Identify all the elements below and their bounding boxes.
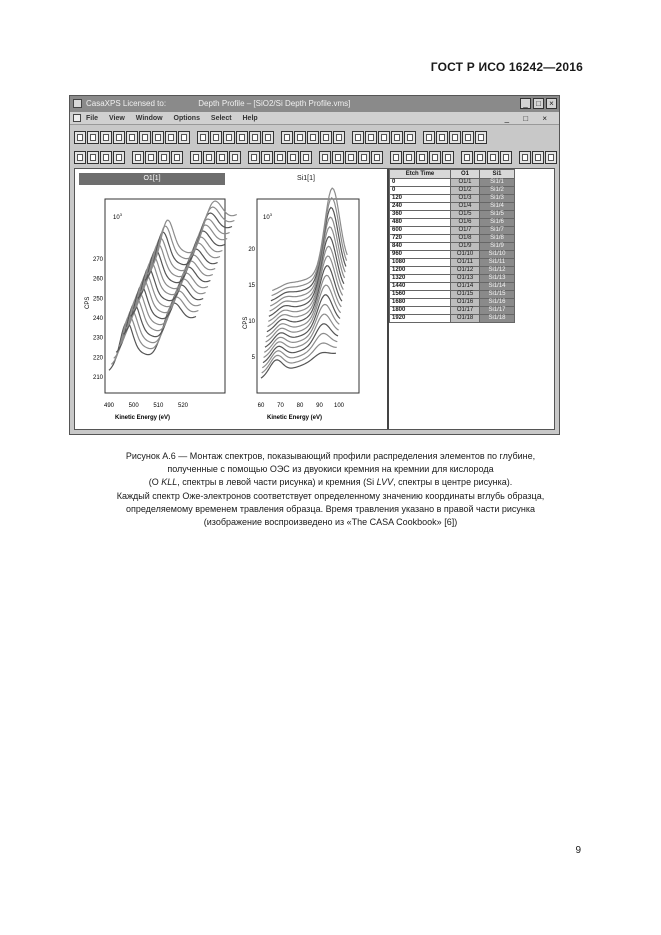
toolbar-tool-button-icon[interactable] <box>320 131 332 144</box>
o1-cell: O1/15 <box>451 291 480 299</box>
etch-time-cell: 1080 <box>390 259 451 267</box>
menu-file[interactable]: File <box>86 115 99 122</box>
si1-x-tick-label: 80 <box>296 403 304 409</box>
processing-tool-button-icon[interactable] <box>403 151 415 164</box>
o1-panel-title[interactable]: O1[1] <box>79 173 225 185</box>
menu-options[interactable]: Options <box>173 115 200 122</box>
etch-time-cell: 1440 <box>390 283 451 291</box>
o1-y-tick-label: 220 <box>92 355 103 362</box>
caption-line-6: (изображение воспроизведено из «The CASA Cookbook» [6]) <box>203 517 458 528</box>
toolbar-tool-button-icon[interactable] <box>100 131 112 144</box>
si1-y-tick-label: 10 <box>248 319 255 325</box>
toolbar-tool-button-icon[interactable] <box>113 131 125 144</box>
etch-time-cell: 840 <box>390 243 451 251</box>
table-row[interactable] <box>390 315 515 323</box>
table-row[interactable] <box>390 267 515 275</box>
o1-cell: O1/3 <box>451 195 480 203</box>
toolbar-tool-button-icon[interactable] <box>126 131 138 144</box>
si1-y-tick-label: 20 <box>248 247 255 253</box>
processing-tool-button-icon[interactable] <box>203 151 215 164</box>
si1-cell: Si1/17 <box>480 307 515 315</box>
processing-tool-button-icon[interactable] <box>171 151 183 164</box>
o1-y-tick-label: 260 <box>92 276 103 283</box>
o1-cell: O1/18 <box>451 315 480 323</box>
etch-time-cell: 720 <box>390 235 451 243</box>
toolbar-tool-button-icon[interactable] <box>449 131 461 144</box>
table-row[interactable] <box>390 291 515 299</box>
o1-cell: O1/8 <box>451 235 480 243</box>
o1-cell: O1/2 <box>451 187 480 195</box>
etch-time-cell: 1800 <box>390 307 451 315</box>
etch-time-cell: 0 <box>390 187 451 195</box>
si1-x-tick-label: 60 <box>257 403 265 409</box>
toolbar-tool-button-icon[interactable] <box>178 131 190 144</box>
si1-spectrum-line <box>268 256 343 327</box>
toolbar-tool-button-icon[interactable] <box>236 131 248 144</box>
o1-spectrum-line <box>150 201 237 268</box>
processing-tool-button-icon[interactable] <box>474 151 486 164</box>
table-header-row <box>390 170 515 179</box>
si1-x-tick-label: 70 <box>277 403 284 409</box>
spectra-plots <box>75 169 387 431</box>
si1-x-tick-label: 90 <box>316 403 323 409</box>
processing-tool-button-icon[interactable] <box>345 151 357 164</box>
etch-time-cell: 600 <box>390 227 451 235</box>
si1-cell: Si1/2 <box>480 187 515 195</box>
etch-time-cell: 360 <box>390 211 451 219</box>
si1-cell: Si1/12 <box>480 267 515 275</box>
processing-tool-button-icon[interactable] <box>158 151 170 164</box>
si1-cell: Si1/11 <box>480 259 515 267</box>
window-titlebar <box>70 96 559 112</box>
casaxps-screenshot <box>69 95 560 435</box>
o1-cell: O1/6 <box>451 219 480 227</box>
caption-line-5: определяемому временем травления образца. Время травления указано в правой части рисунка <box>125 503 536 514</box>
table-row[interactable] <box>390 299 515 307</box>
table-row[interactable] <box>390 227 515 235</box>
si1-cell: Si1/6 <box>480 219 515 227</box>
si1-cell: Si1/8 <box>480 235 515 243</box>
o1-y-tick-label: 250 <box>92 296 103 303</box>
toolbar-tool-button-icon[interactable] <box>365 131 377 144</box>
si1-cell: Si1/7 <box>480 227 515 235</box>
table-row[interactable] <box>390 195 515 203</box>
table-row[interactable] <box>390 259 515 267</box>
header-si1[interactable]: Si1 <box>480 170 515 179</box>
close-icon[interactable]: × <box>546 98 557 109</box>
si1-ylabel: CPS <box>243 316 249 329</box>
o1-x-tick-label: 510 <box>153 403 164 409</box>
si1-cell: Si1/14 <box>480 283 515 291</box>
header-o1[interactable]: O1 <box>451 170 480 179</box>
etch-time-cell: 1680 <box>390 299 451 307</box>
toolbar-tool-button-icon[interactable] <box>210 131 222 144</box>
toolbar-tool-button-icon[interactable] <box>223 131 235 144</box>
o1-x-tick-label: 500 <box>128 403 139 409</box>
si1-xlabel: Kinetic Energy (eV) <box>267 415 323 421</box>
etch-time-table <box>389 169 515 323</box>
si1-spectrum-line <box>270 217 345 306</box>
toolbar-tool-button-icon[interactable] <box>404 131 416 144</box>
si1-spectrum-line <box>272 198 347 296</box>
si1-cell: Si1/10 <box>480 251 515 259</box>
processing-tool-button-icon[interactable] <box>87 151 99 164</box>
menu-view[interactable]: View <box>109 115 125 122</box>
o1-cell: O1/17 <box>451 307 480 315</box>
toolbar-tool-button-icon[interactable] <box>462 131 474 144</box>
toolbar-tool-button-icon[interactable] <box>152 131 164 144</box>
si1-cell: Si1/1 <box>480 179 515 187</box>
processing-tool-button-icon[interactable] <box>332 151 344 164</box>
table-row[interactable] <box>390 283 515 291</box>
table-row[interactable] <box>390 251 515 259</box>
header-etch-time[interactable]: Etch Time <box>390 170 451 179</box>
o1-exponent: $10^3$ <box>113 212 122 221</box>
processing-tool-button-icon[interactable] <box>190 151 202 164</box>
document-icon <box>73 114 81 122</box>
si1-y-tick-label: 5 <box>251 355 255 361</box>
toolbar-tool-button-icon[interactable] <box>197 131 209 144</box>
table-row[interactable] <box>390 187 515 195</box>
table-row[interactable] <box>390 219 515 227</box>
toolbar-tool-button-icon[interactable] <box>281 131 293 144</box>
si1-cell: Si1/16 <box>480 299 515 307</box>
processing-tool-button-icon[interactable] <box>487 151 499 164</box>
o1-y-tick-label: 230 <box>92 335 103 342</box>
processing-tool-button-icon[interactable] <box>371 151 383 164</box>
etch-time-cell: 960 <box>390 251 451 259</box>
o1-y-tick-label: 210 <box>92 375 103 381</box>
table-row[interactable] <box>390 203 515 211</box>
processing-tool-button-icon[interactable] <box>274 151 286 164</box>
toolbar-tool-button-icon[interactable] <box>333 131 345 144</box>
o1-cell: O1/1 <box>451 179 480 187</box>
o1-cell: O1/16 <box>451 299 480 307</box>
document-title: Depth Profile – [SiO2/Si Depth Profile.vms] <box>198 99 351 108</box>
processing-tool-button-icon[interactable] <box>500 151 512 164</box>
processing-tool-button-icon[interactable] <box>442 151 454 164</box>
etch-time-cell: 0 <box>390 179 451 187</box>
o1-cell: O1/12 <box>451 267 480 275</box>
si1-cell: Si1/9 <box>480 243 515 251</box>
processing-tool-button-icon[interactable] <box>287 151 299 164</box>
etch-time-cell: 1200 <box>390 267 451 275</box>
o1-cell: O1/9 <box>451 243 480 251</box>
toolbar-processing <box>74 148 555 166</box>
caption-line-4: Каждый спектр Оже-электронов соответствует определенному значению координаты вглубь образца, <box>116 490 545 501</box>
processing-tool-button-icon[interactable] <box>113 151 125 164</box>
processing-tool-button-icon[interactable] <box>74 151 86 164</box>
toolbar-tool-button-icon[interactable] <box>87 131 99 144</box>
mdi-window-controls[interactable]: _ □ × <box>504 114 553 123</box>
processing-tool-button-icon[interactable] <box>229 151 241 164</box>
etch-time-cell: 1560 <box>390 291 451 299</box>
o1-x-tick-label: 490 <box>103 403 115 409</box>
etch-time-cell: 120 <box>390 195 451 203</box>
toolbar-tool-button-icon[interactable] <box>294 131 306 144</box>
toolbar-tool-button-icon[interactable] <box>378 131 390 144</box>
table-row[interactable] <box>390 179 515 187</box>
si1-cell: Si1/4 <box>480 203 515 211</box>
toolbar-tool-button-icon[interactable] <box>307 131 319 144</box>
processing-tool-button-icon[interactable] <box>358 151 370 164</box>
processing-tool-button-icon[interactable] <box>216 151 228 164</box>
caption-line-3: (О KLL, спектры в левой части рисунка) и кремния (Si LVV, спектры в центре рисунка). <box>148 477 513 488</box>
etch-time-table-panel <box>387 169 554 429</box>
si1-cell: Si1/13 <box>480 275 515 283</box>
o1-ylabel: CPS <box>85 296 91 309</box>
processing-tool-button-icon[interactable] <box>261 151 273 164</box>
si1-x-tick-label: 100 <box>333 403 345 409</box>
figure-caption <box>60 450 601 529</box>
si1-spectrum-line <box>267 266 342 332</box>
o1-x-tick-label: 520 <box>177 403 189 409</box>
toolbar-tool-button-icon[interactable] <box>262 131 274 144</box>
toolbar-tool-button-icon[interactable] <box>165 131 177 144</box>
o1-cell: O1/7 <box>451 227 480 235</box>
toolbar-tool-button-icon[interactable] <box>249 131 261 144</box>
o1-xlabel: Kinetic Energy (eV) <box>115 415 171 421</box>
caption-line-1: Рисунок А.6 — Монтаж спектров, показывающий профили распределения элементов по глубине, <box>125 451 536 461</box>
o1-cell: O1/14 <box>451 283 480 291</box>
si1-cell: Si1/3 <box>480 195 515 203</box>
toolbar-tool-button-icon[interactable] <box>74 131 86 144</box>
si1-cell: Si1/18 <box>480 315 515 323</box>
si1-panel-title[interactable]: Si1[1] <box>297 175 315 182</box>
toolbar-tool-button-icon[interactable] <box>475 131 487 144</box>
app-title: CasaXPS Licensed to: <box>86 99 167 108</box>
processing-tool-button-icon[interactable] <box>416 151 428 164</box>
table-row[interactable] <box>390 235 515 243</box>
caption-line-2: полученные с помощью ОЭС из двуокиси кремния на кремнии для кислорода <box>167 464 494 475</box>
si1-spectrum-line <box>271 208 346 301</box>
table-row[interactable] <box>390 243 515 251</box>
processing-tool-button-icon[interactable] <box>300 151 312 164</box>
etch-time-cell: 1920 <box>390 315 451 323</box>
spectra-workarea <box>74 168 555 430</box>
page-number: 9 <box>575 845 581 856</box>
o1-cell: O1/11 <box>451 259 480 267</box>
toolbar-tool-button-icon[interactable] <box>436 131 448 144</box>
table-row[interactable] <box>390 211 515 219</box>
si1-spectrum-plot[interactable] <box>243 188 359 421</box>
processing-tool-button-icon[interactable] <box>100 151 112 164</box>
processing-tool-button-icon[interactable] <box>319 151 331 164</box>
toolbar-tool-button-icon[interactable] <box>391 131 403 144</box>
toolbar-tool-button-icon[interactable] <box>423 131 435 144</box>
etch-time-cell: 480 <box>390 219 451 227</box>
o1-y-tick-label: 240 <box>92 316 103 322</box>
etch-time-cell: 240 <box>390 203 451 211</box>
processing-tool-button-icon[interactable] <box>248 151 260 164</box>
processing-tool-button-icon[interactable] <box>429 151 441 164</box>
processing-tool-button-icon[interactable] <box>145 151 157 164</box>
app-icon <box>73 99 82 108</box>
menu-help[interactable]: Help <box>242 115 258 122</box>
si1-y-tick-label: 15 <box>248 283 255 289</box>
etch-time-cell: 1320 <box>390 275 451 283</box>
si1-exponent: $10^3$ <box>263 212 272 221</box>
menu-bar <box>70 112 559 125</box>
processing-tool-button-icon[interactable] <box>461 151 473 164</box>
toolbar-tool-button-icon[interactable] <box>139 131 151 144</box>
o1-cell: O1/10 <box>451 251 480 259</box>
processing-tool-button-icon[interactable] <box>390 151 402 164</box>
minimize-icon[interactable]: _ <box>520 98 531 109</box>
o1-cell: O1/5 <box>451 211 480 219</box>
processing-tool-button-icon[interactable] <box>132 151 144 164</box>
toolbar-tool-button-icon[interactable] <box>352 131 364 144</box>
maximize-icon[interactable]: □ <box>533 98 544 109</box>
standard-header: ГОСТ Р ИСО 16242—2016 <box>430 60 583 74</box>
o1-cell: O1/4 <box>451 203 480 211</box>
si1-cell: Si1/15 <box>480 291 515 299</box>
processing-tool-button-icon[interactable] <box>519 151 531 164</box>
o1-y-tick-label: 270 <box>92 257 103 263</box>
o1-plot-frame <box>105 199 225 393</box>
processing-tool-button-icon[interactable] <box>532 151 544 164</box>
table-row[interactable] <box>390 275 515 283</box>
menu-select[interactable]: Select <box>210 115 232 122</box>
toolbar-main <box>74 128 555 146</box>
o1-spectrum-plot[interactable] <box>85 199 237 421</box>
processing-tool-button-icon[interactable] <box>545 151 557 164</box>
table-row[interactable] <box>390 307 515 315</box>
si1-cell: Si1/5 <box>480 211 515 219</box>
menu-window[interactable]: Window <box>135 115 163 122</box>
o1-cell: O1/13 <box>451 275 480 283</box>
